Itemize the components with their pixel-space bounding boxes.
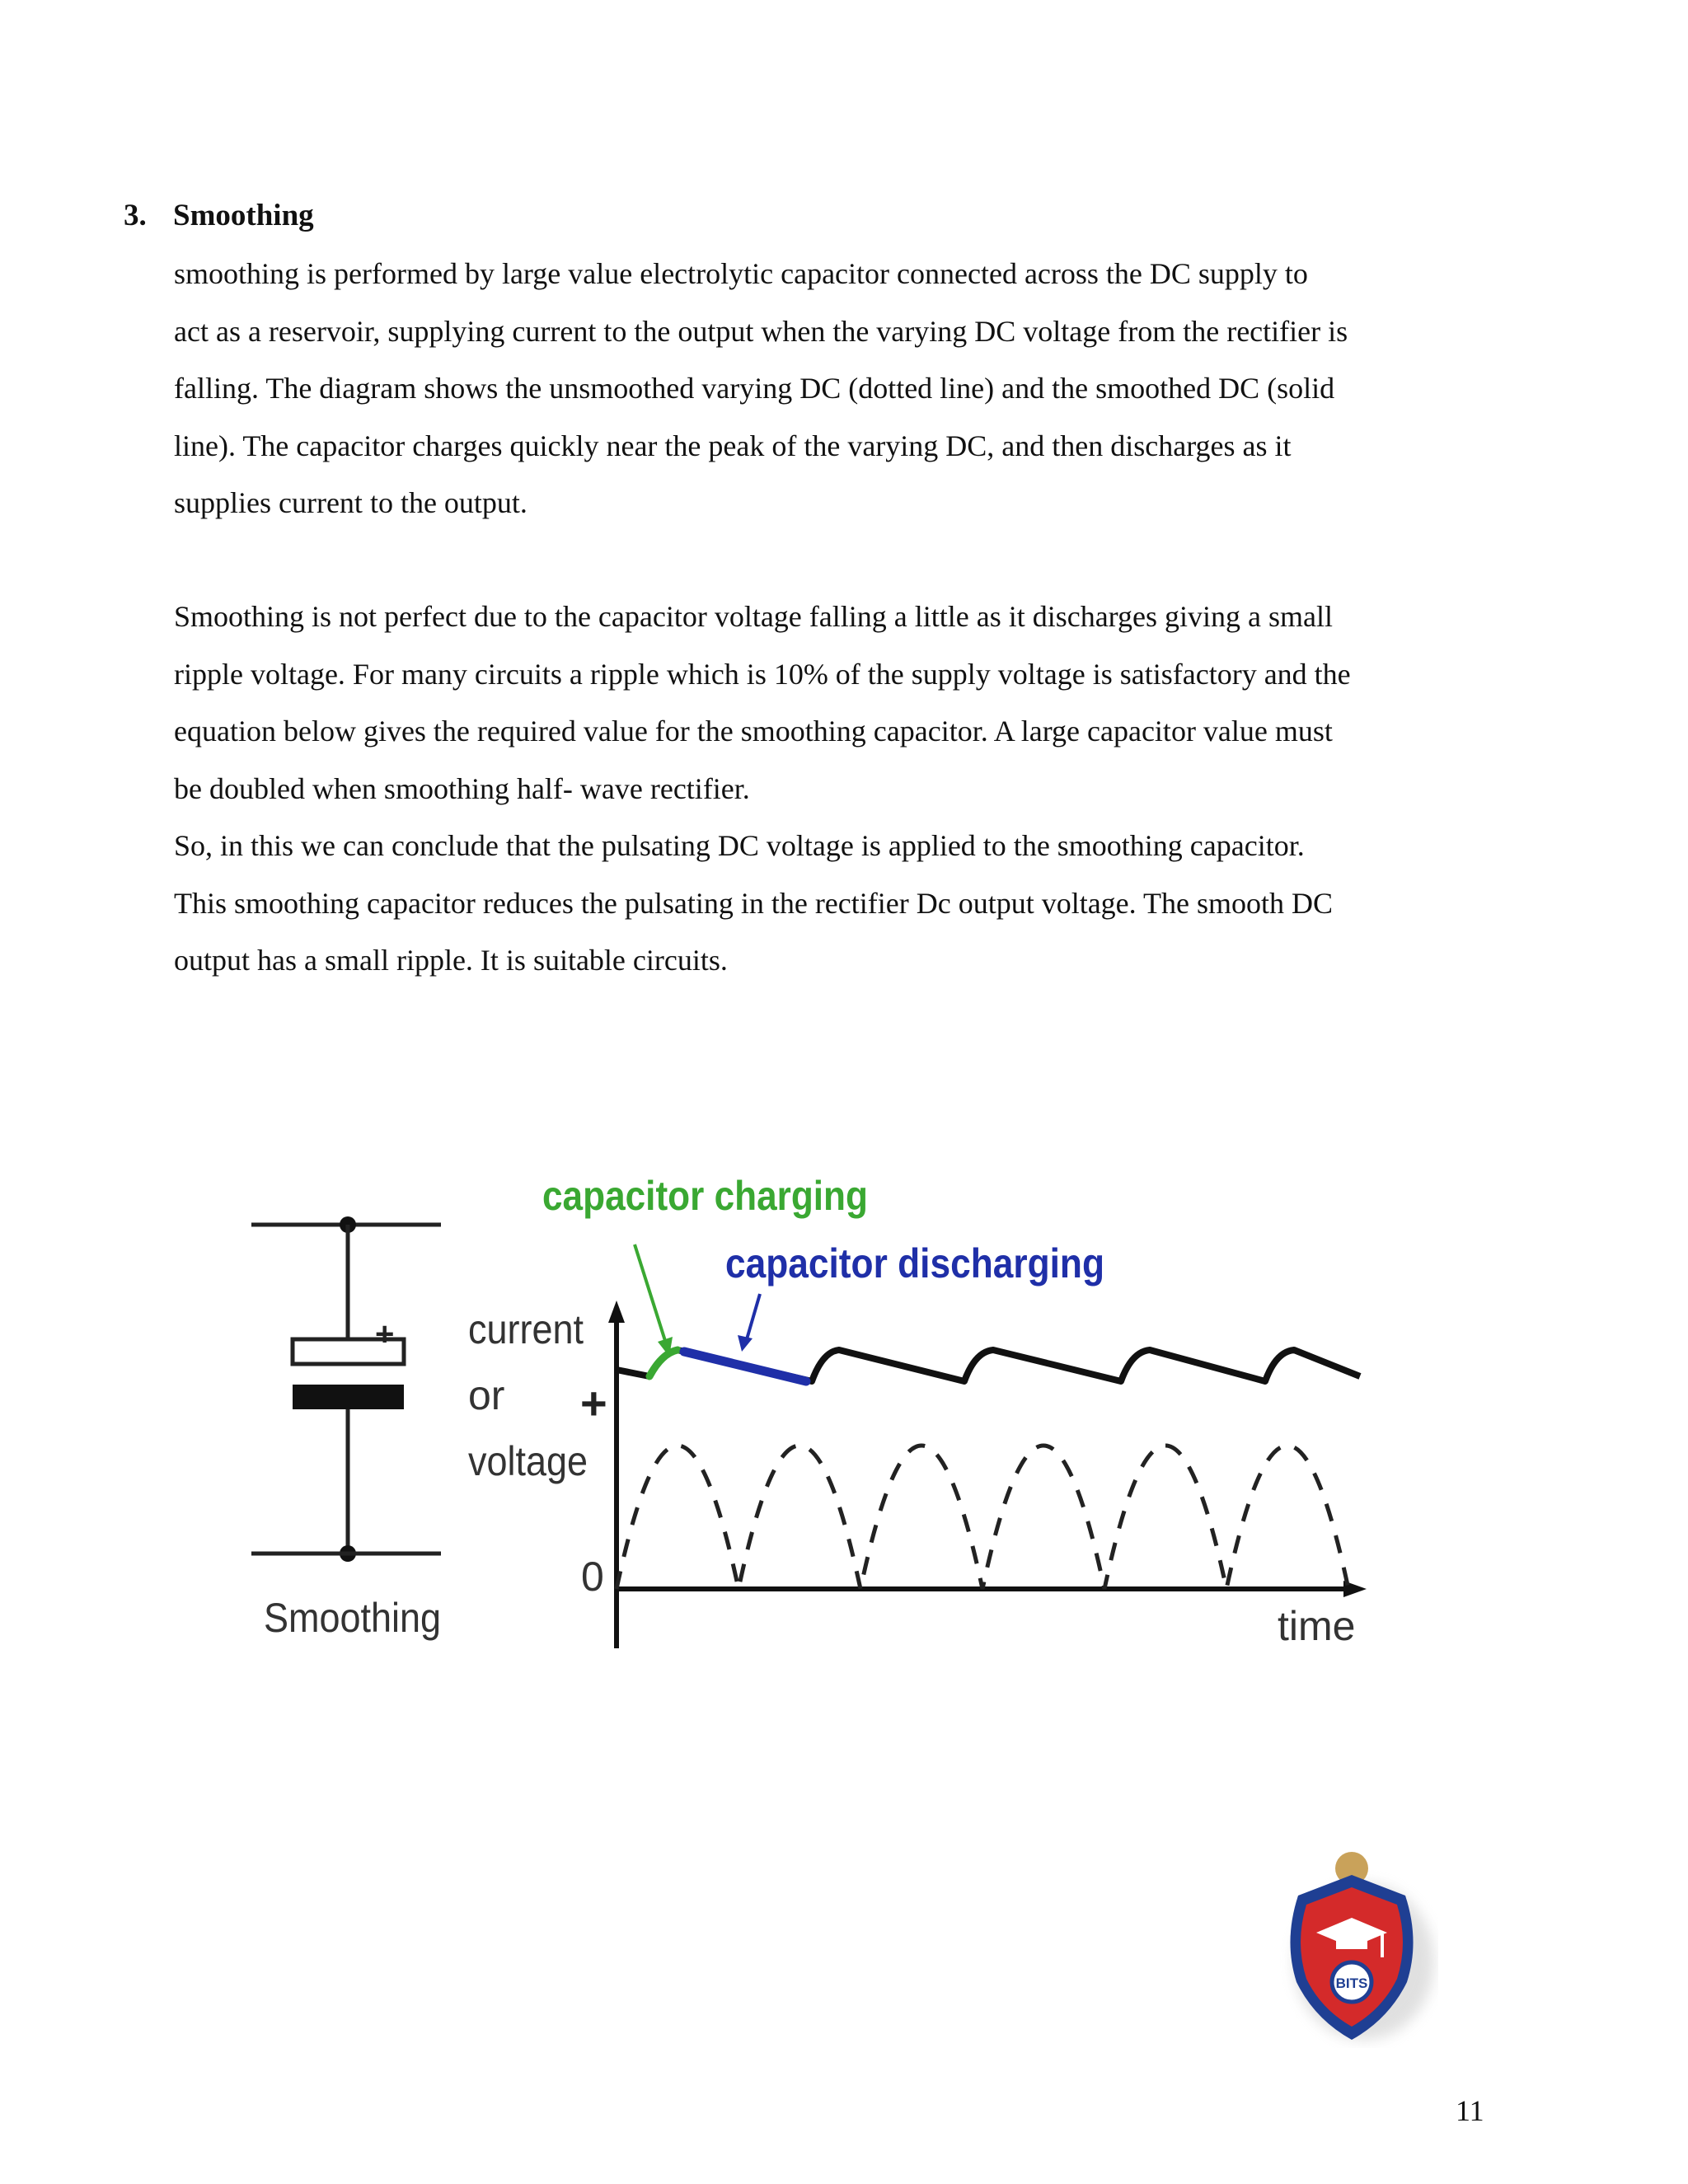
capacitor-discharging-label: capacitor discharging (725, 1240, 1104, 1286)
y-axis-label-voltage: voltage (468, 1438, 588, 1484)
discharging-segment (684, 1352, 806, 1381)
text-line: smoothing is performed by large value electrolytic capacitor connected across the DC supply to (174, 257, 1308, 290)
capacitor-plus-label: + (375, 1316, 395, 1352)
paragraph-ripple (174, 588, 1501, 990)
bits-logo (1265, 1850, 1438, 2048)
text-line: equation below gives the required value for the smoothing capacitor. A large capacitor value must (174, 715, 1333, 748)
section-number: 3. (124, 199, 147, 232)
text-line: output has a small ripple. It is suitable circuits. (174, 944, 728, 977)
text-line: So, in this we can conclude that the pulsating DC voltage is applied to the smoothing capacitor. (174, 829, 1305, 862)
paragraph-smoothing-intro (174, 246, 1501, 532)
y-axis-zero-label: 0 (581, 1554, 604, 1600)
text-line: be doubled when smoothing half- wave rectifier. (174, 771, 750, 805)
text-line: This smoothing capacitor reduces the pulsating in the rectifier Dc output voltage. The smooth DC (174, 886, 1334, 920)
text-line: Smoothing is not perfect due to the capacitor voltage falling a little as it discharges giving a small (174, 600, 1333, 633)
section-heading (124, 198, 314, 233)
text-line: line). The capacitor charges quickly near the peak of the varying DC, and then discharges as it (174, 429, 1292, 462)
smoothing-diagram (247, 1154, 1401, 1665)
discharging-pointer (738, 1294, 760, 1352)
text-line: falling. The diagram shows the unsmoothed varying DC (dotted line) and the smoothed DC (solid (174, 372, 1335, 405)
capacitor-caption: Smoothing (264, 1595, 441, 1641)
y-axis-label-current: current (468, 1306, 584, 1352)
x-axis-label: time (1278, 1603, 1356, 1649)
unsmoothed-dc-curve (617, 1446, 1348, 1589)
logo-text: BITS (1335, 1975, 1368, 1991)
y-axis-plus-label: + (580, 1377, 607, 1429)
charging-segment (649, 1350, 678, 1376)
section-title: Smoothing (173, 199, 314, 232)
capacitor-charging-label: capacitor charging (542, 1173, 868, 1219)
text-line: act as a reservoir, supplying current to the output when the varying DC voltage from the rectifier is (174, 314, 1348, 348)
text-line: supplies current to the output. (174, 486, 528, 519)
capacitor-symbol (251, 1216, 441, 1562)
y-axis-label-or: or (468, 1372, 505, 1418)
text-line: ripple voltage. For many circuits a ripple which is 10% of the supply voltage is satisfactory and the (174, 657, 1351, 691)
page-number: 11 (1456, 2094, 1484, 2127)
charging-pointer (635, 1244, 673, 1357)
